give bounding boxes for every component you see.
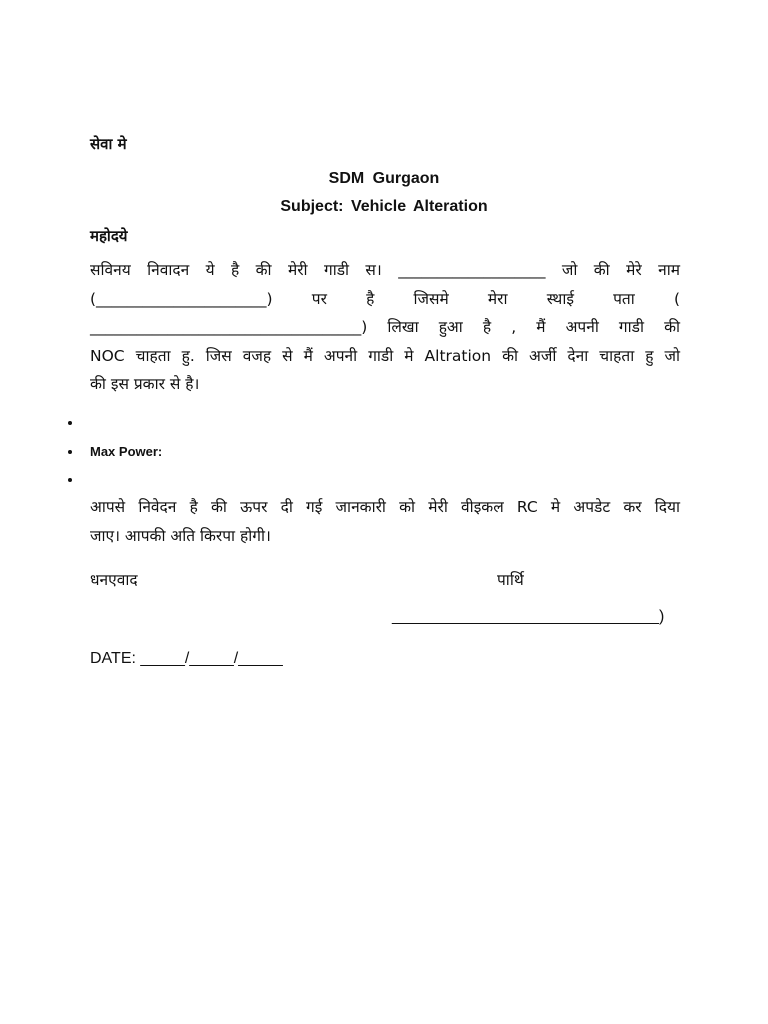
list-item-text: Max Power:	[90, 443, 163, 459]
body-line: ___________________________________) लिखा हुआ है , मैं अपनी गाडी की	[90, 318, 680, 336]
list-item	[66, 409, 566, 438]
bullet-list	[66, 409, 566, 495]
body-line: NOC चाहता हु. जिस वजह से मैं अपनी गाडी मे Altration की अर्जी देना चाहता हु जो	[90, 346, 680, 365]
body-line: जाए। आपकी अति किरपा होगी।	[90, 526, 271, 545]
bullet-dot-icon	[68, 478, 72, 482]
signature-line: ______________________________)	[392, 608, 665, 625]
body-line: की इस प्रकार से है।	[90, 375, 200, 393]
to-line: सेवा मे	[90, 135, 127, 153]
subject-line: Subject: Vehicle Alteration	[280, 198, 488, 215]
body-paragraph-1	[90, 256, 680, 399]
bullet-dot-icon	[68, 421, 72, 425]
body-paragraph-2	[90, 493, 680, 550]
date-line: DATE: _____/_____/_____	[90, 650, 283, 667]
body-line: (______________________) पर है जिसमे मेरा स्थाई पता (	[90, 289, 680, 308]
addressee: SDM Gurgaon	[328, 170, 440, 187]
body-line: आपसे निवेदन है की ऊपर दी गई जानकारी को मेरी वीइकल RC मे अपडेट कर दिया	[90, 498, 680, 516]
closing: धनएवाद	[90, 571, 138, 589]
bullet-dot-icon	[68, 450, 72, 454]
list-item	[66, 466, 566, 495]
salutation: महोदये	[90, 227, 128, 245]
list-item	[66, 438, 566, 467]
applicant-label: पार्थि	[497, 571, 524, 589]
body-line: सविनय निवादन ये है की मेरी गाडी स। ___________________ जो की मेरे नाम	[90, 261, 680, 279]
